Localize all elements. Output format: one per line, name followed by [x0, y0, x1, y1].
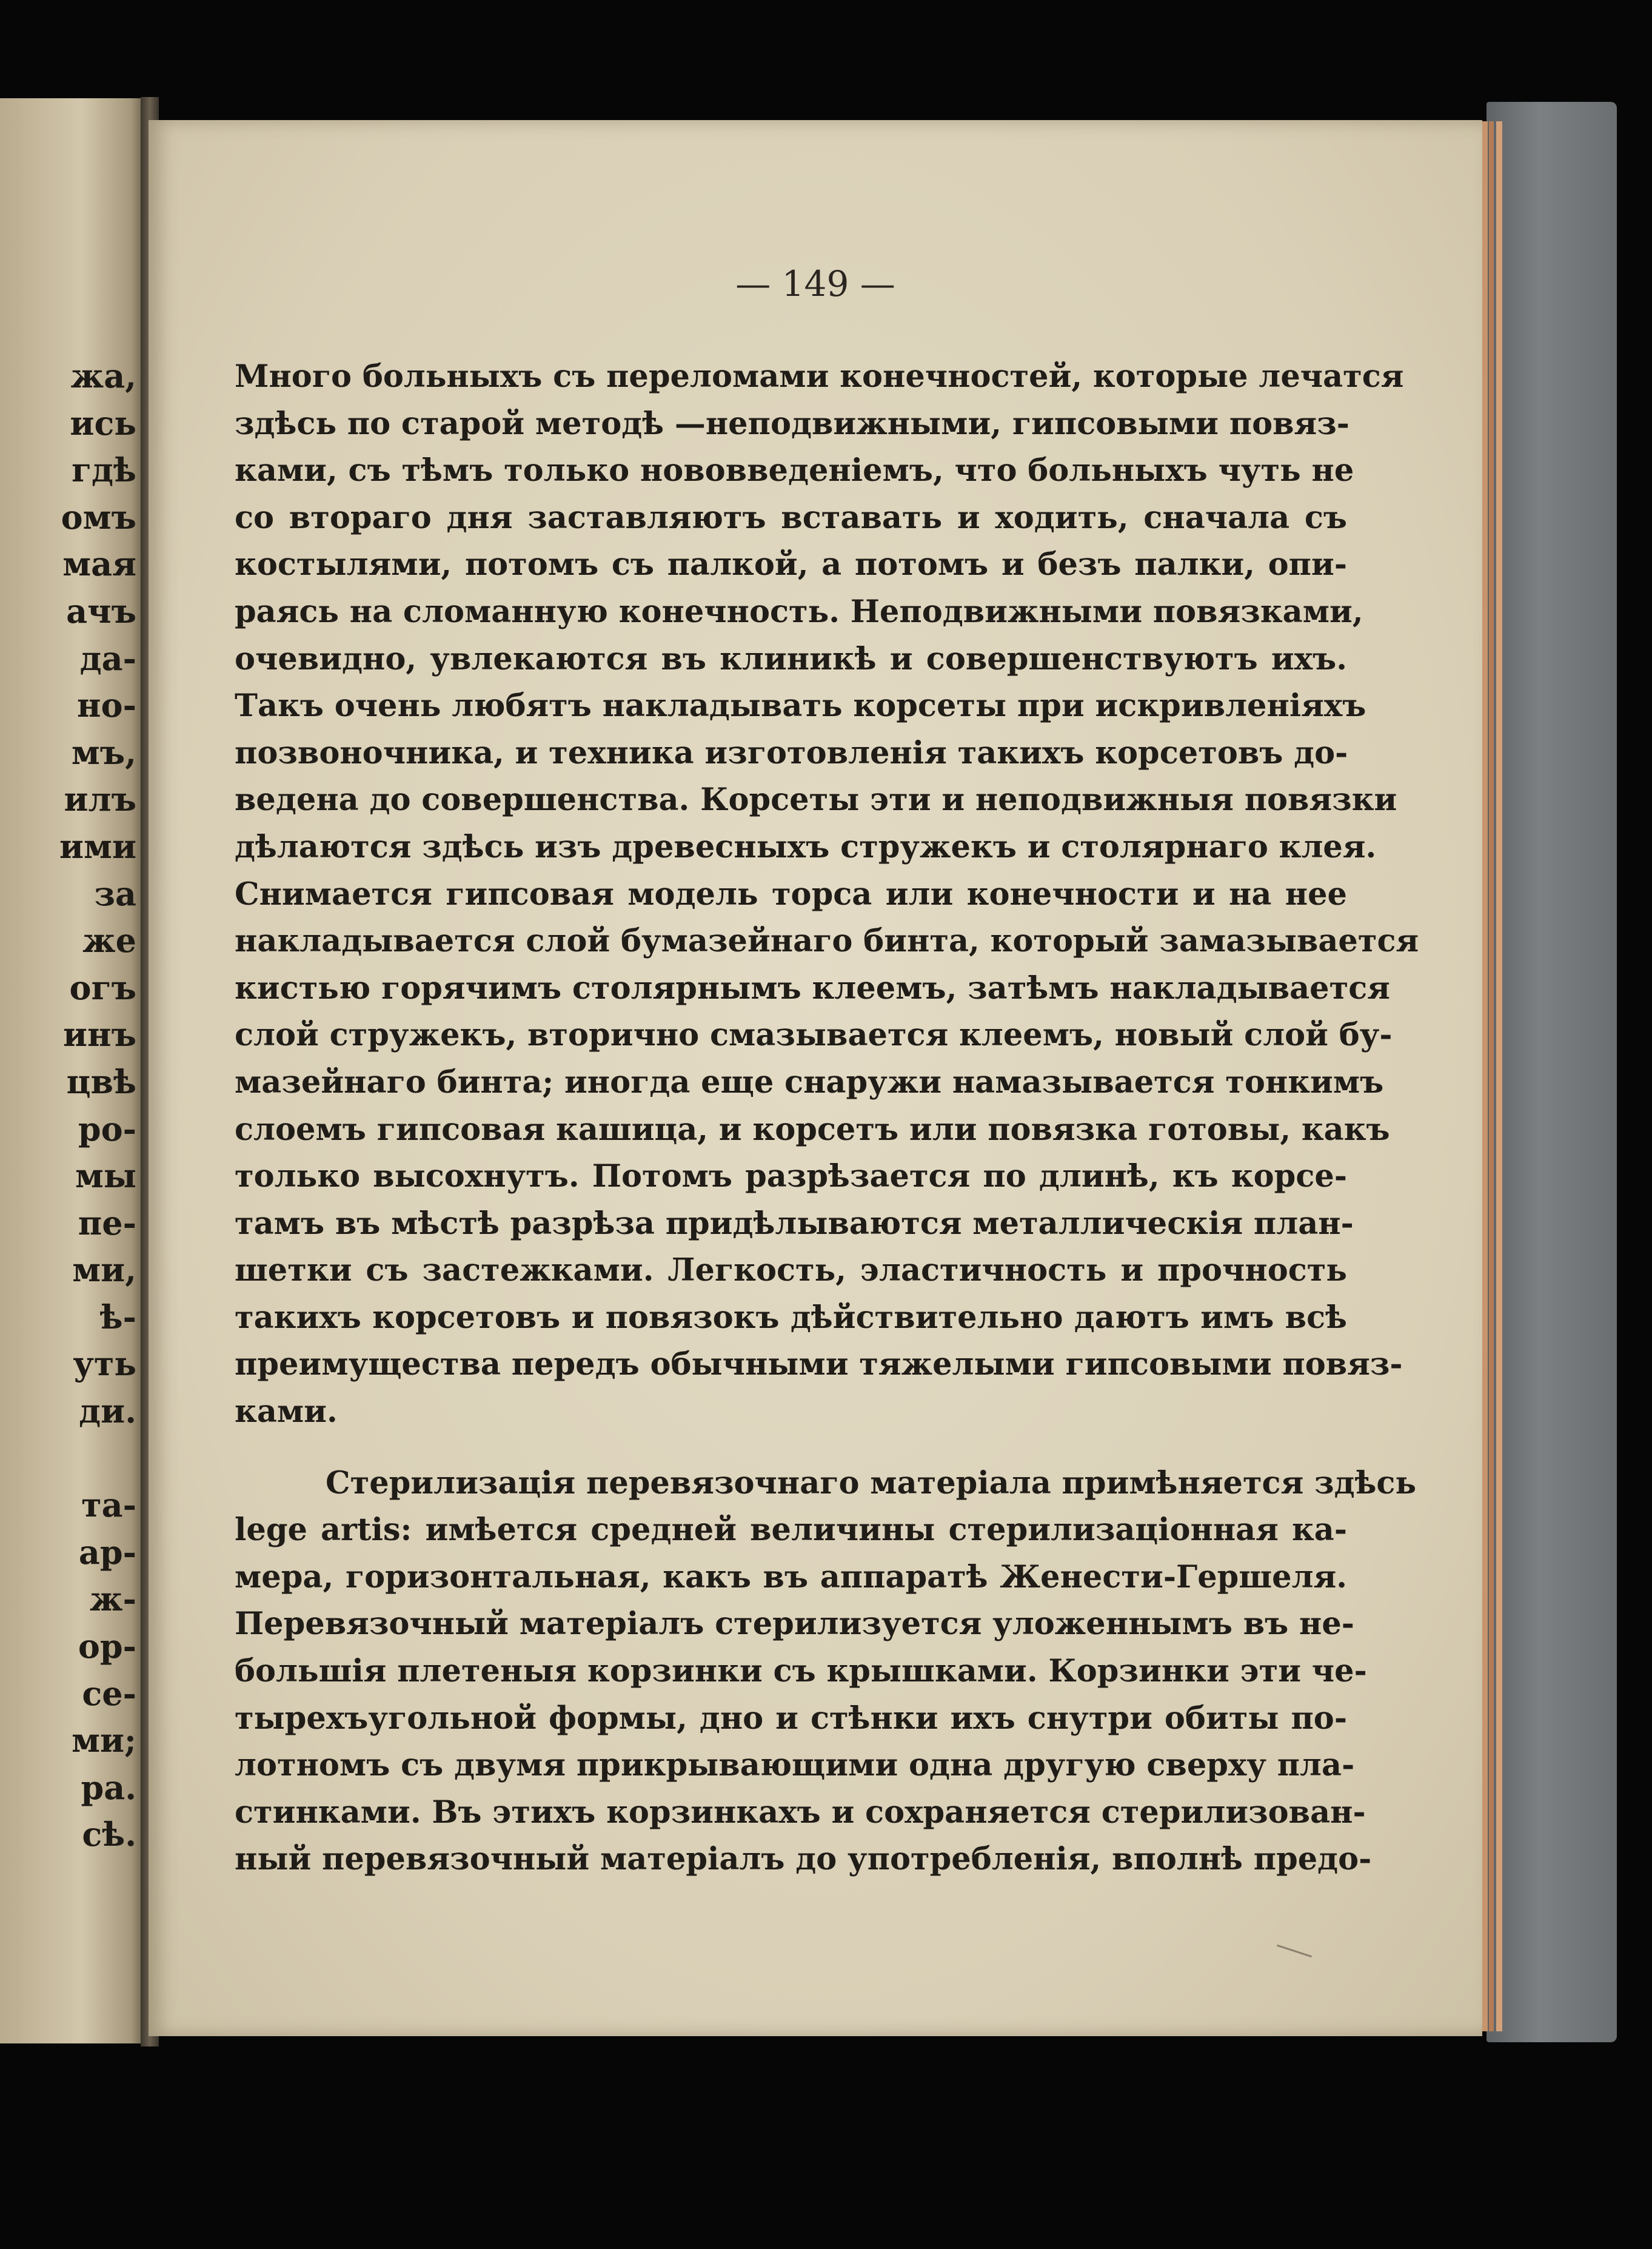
text-line: тырехъугольной формы, дно и стѣнки ихъ снутри обиты по-	[235, 1700, 1347, 1737]
text-line: стинками. Въ этихъ корзинкахъ и сохраняется стерилизован-	[235, 1794, 1366, 1831]
book-cover-board	[1486, 102, 1617, 2042]
facing-page-fragment: ж-	[90, 1580, 136, 1619]
text-line: очевидно, увлекаются въ клиникѣ и совершенствуютъ ихъ.	[235, 640, 1347, 677]
facing-page-fragment: жа,	[70, 357, 136, 395]
facing-page-left	[0, 98, 149, 2043]
facing-page-text-fragments	[0, 353, 136, 1859]
facing-page-fragment: цвѣ	[66, 1062, 136, 1101]
text-line: тамъ въ мѣстѣ разрѣза придѣлываются металлическія план-	[235, 1205, 1354, 1242]
text-line: преимущества передъ обычными тяжелыми гипсовыми повяз-	[235, 1346, 1403, 1383]
text-line: накладывается слой бумазейнаго бинта, который замазывается	[235, 923, 1419, 960]
text-line: Такъ очень любятъ накладывать корсеты при искривленіяхъ	[235, 688, 1366, 725]
facing-page-fragment: пе-	[78, 1203, 136, 1242]
facing-page-fragment: ѣ-	[99, 1297, 136, 1336]
page-149	[149, 120, 1482, 2036]
text-line: костылями, потомъ съ палкой, а потомъ и безъ палки, опи-	[235, 546, 1347, 583]
paragraph	[235, 354, 1419, 1436]
facing-page-fragment: инъ	[63, 1015, 136, 1054]
facing-page-fragment: огъ	[69, 968, 136, 1007]
text-line: только высохнутъ. Потомъ разрѣзается по длинѣ, къ корсе-	[235, 1158, 1347, 1195]
facing-page-fragment: ачъ	[66, 591, 136, 631]
facing-page-fragment: ра.	[81, 1768, 136, 1807]
text-line: Много больныхъ съ переломами конечностей, которые лечатся	[235, 358, 1404, 395]
page-body-text	[235, 354, 1419, 1883]
text-line: ками, съ тѣмъ только нововведеніемъ, что больныхъ чуть не	[235, 452, 1354, 489]
facing-page-fragment: ми,	[72, 1250, 136, 1290]
paragraph	[235, 1460, 1417, 1883]
facing-page-fragment: мая	[62, 545, 136, 584]
text-line: lege artis: имѣется средней величины стерилизаціонная ка-	[235, 1512, 1347, 1549]
text-line: дѣлаются здѣсь изъ древесныхъ стружекъ и столярнаго клея.	[235, 828, 1377, 865]
facing-page-fragment: мъ,	[71, 732, 136, 772]
text-line: позвоночника, и техника изготовленія такихъ корсетовъ до-	[235, 734, 1348, 771]
text-line: ный перевязочный матеріалъ до употребленія, вполнѣ предо-	[235, 1841, 1372, 1878]
paragraph-gap	[235, 1436, 1347, 1460]
facing-page-fragment: но-	[77, 686, 136, 725]
text-line: Перевязочный матеріалъ стерилизуется уложеннымъ въ не-	[235, 1606, 1354, 1643]
text-line: слой стружекъ, вторично смазывается клеемъ, новый слой бу-	[235, 1017, 1393, 1054]
facing-page-fragment: ими	[59, 826, 136, 866]
page-number: — 149 —	[735, 263, 895, 304]
facing-page-fragment: омъ	[61, 497, 136, 537]
text-line: мазейнаго бинта; иногда еще снаружи намазывается тонкимъ	[235, 1064, 1384, 1101]
text-line: здѣсь по старой методѣ —неподвижными, гипсовыми повяз-	[235, 405, 1349, 442]
facing-page-fragment: мы	[75, 1156, 136, 1196]
facing-page-fragment: за	[94, 874, 136, 913]
facing-page-fragment: ди.	[79, 1392, 136, 1431]
facing-page-fragment: да-	[79, 639, 136, 678]
facing-page-fragment: гдѣ	[71, 451, 136, 490]
facing-page-fragment: сѣ.	[82, 1815, 136, 1854]
text-line: Стерилизація перевязочнаго матеріала примѣняется здѣсь	[326, 1464, 1417, 1501]
facing-page-fragment: илъ	[64, 780, 136, 819]
text-line: со втораго дня заставляютъ вставать и ходить, сначала съ	[235, 499, 1347, 536]
text-line: мера, горизонтальная, какъ въ аппаратѣ Женести-Гершеля.	[235, 1558, 1347, 1595]
pencil-mark	[1277, 1945, 1312, 1957]
text-line: слоемъ гипсовая кашица, и корсетъ или повязка готовы, какъ	[235, 1111, 1390, 1148]
text-line: ками.	[235, 1393, 338, 1430]
text-line: лотномъ съ двумя прикрывающими одна другую сверху пла-	[235, 1747, 1355, 1784]
facing-page-fragment: уть	[73, 1344, 136, 1384]
facing-page-fragment	[0, 1435, 136, 1483]
facing-page-fragment: та-	[81, 1486, 136, 1525]
page-edge	[1489, 121, 1494, 2031]
facing-page-fragment: ар-	[78, 1532, 136, 1572]
facing-page-fragment: ми;	[72, 1721, 136, 1760]
text-line: Снимается гипсовая модель торса или конечности и на нее	[235, 876, 1347, 913]
facing-page-fragment: ор-	[78, 1627, 136, 1666]
page-edge	[1496, 121, 1502, 2031]
text-line: ведена до совершенства. Корсеты эти и неподвижныя повязки	[235, 782, 1397, 819]
facing-page-fragment: се-	[82, 1674, 136, 1713]
text-line: шетки съ застежками. Легкость, эластичность и прочность	[235, 1252, 1347, 1289]
text-line: такихъ корсетовъ и повязокъ дѣйствительно даютъ имъ всѣ	[235, 1299, 1347, 1336]
text-line: раясь на сломанную конечность. Неподвижными повязками,	[235, 593, 1363, 630]
text-line: кистью горячимъ столярнымъ клеемъ, затѣмъ накладывается	[235, 970, 1390, 1007]
facing-page-fragment: ро-	[78, 1109, 136, 1148]
text-line: большія плетеныя корзинки съ крышками. Корзинки эти че-	[235, 1653, 1367, 1690]
facing-page-fragment: же	[82, 921, 136, 960]
facing-page-fragment: ись	[70, 403, 136, 443]
